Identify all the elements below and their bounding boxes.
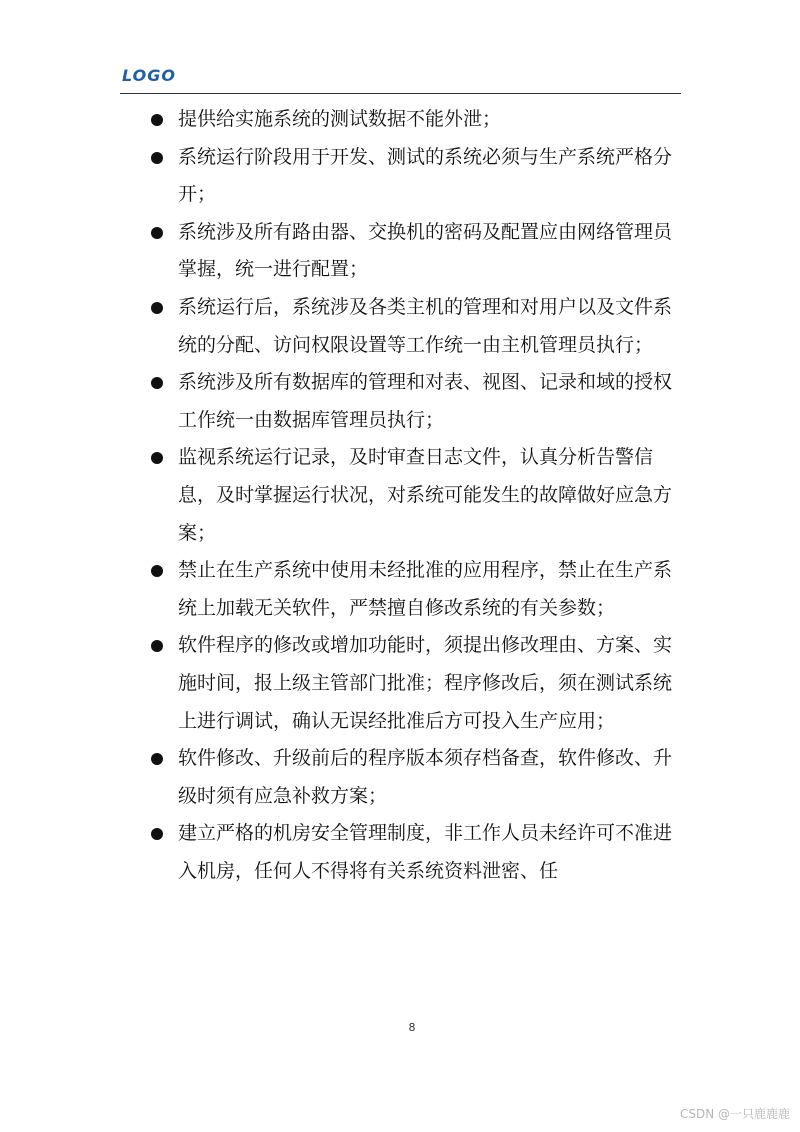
list-item-text: 系统涉及所有数据库的管理和对表、视图、记录和域的授权工作统一由数据库管理员执行； — [178, 371, 673, 431]
list-item — [150, 439, 683, 552]
list-item — [150, 740, 683, 815]
list-item — [150, 289, 683, 364]
bullet-dot-icon — [151, 565, 163, 577]
list-item — [150, 815, 683, 890]
list-item-text: 建立严格的机房安全管理制度，非工作人员未经许可不准进入机房，任何人不得将有关系统资料泄密、任 — [178, 822, 673, 882]
bullet-dot-icon — [151, 452, 163, 464]
list-item-text: 系统运行后，系统涉及各类主机的管理和对用户以及文件系统的分配、访问权限设置等工作统一由主机管理员执行； — [178, 295, 673, 356]
list-item-text: 软件程序的修改或增加功能时，须提出修改理由、方案、实施时间，报上级主管部门批准；程序修改后，须在测试系统上进行调试，确认无误经批准后方可投入生产应用； — [178, 634, 673, 732]
bullet-dot-icon — [151, 828, 163, 840]
list-item-text: 系统运行阶段用于开发、测试的系统必须与生产系统严格分开； — [178, 145, 673, 206]
list-item-text: 禁止在生产系统中使用未经批准的应用程序，禁止在生产系统上加载无关软件，严禁擅自修改系统的有关参数； — [178, 559, 673, 619]
list-item — [150, 214, 683, 289]
list-item-text: 软件修改、升级前后的程序版本须存档备查，软件修改、升级时须有应急补救方案； — [178, 747, 673, 807]
bullet-dot-icon — [151, 640, 163, 652]
list-item — [150, 101, 683, 139]
list-item-text: 提供给实施系统的测试数据不能外泄； — [178, 108, 502, 130]
list-item — [150, 552, 683, 627]
list-item — [150, 139, 683, 214]
list-item-text: 系统涉及所有路由器、交换机的密码及配置应由网络管理员掌握，统一进行配置； — [178, 220, 673, 281]
header-divider — [120, 93, 681, 94]
list-item-text: 监视系统运行记录，及时审查日志文件，认真分析告警信息，及时掌握运行状况，对系统可能发生的故障做好应急方案； — [178, 446, 673, 544]
bullet-dot-icon — [151, 227, 163, 239]
bullet-dot-icon — [151, 302, 163, 314]
list-item — [150, 627, 683, 740]
bullet-dot-icon — [151, 753, 163, 765]
watermark: CSDN @一只鹿鹿鹿 — [679, 1107, 790, 1121]
list-item — [150, 364, 683, 439]
page-number: 8 — [408, 1021, 416, 1034]
bullet-dot-icon — [151, 377, 163, 389]
logo: LOGO — [122, 66, 176, 85]
bullet-dot-icon — [151, 114, 163, 126]
bullet-list — [150, 101, 690, 890]
bullet-dot-icon — [151, 152, 163, 164]
